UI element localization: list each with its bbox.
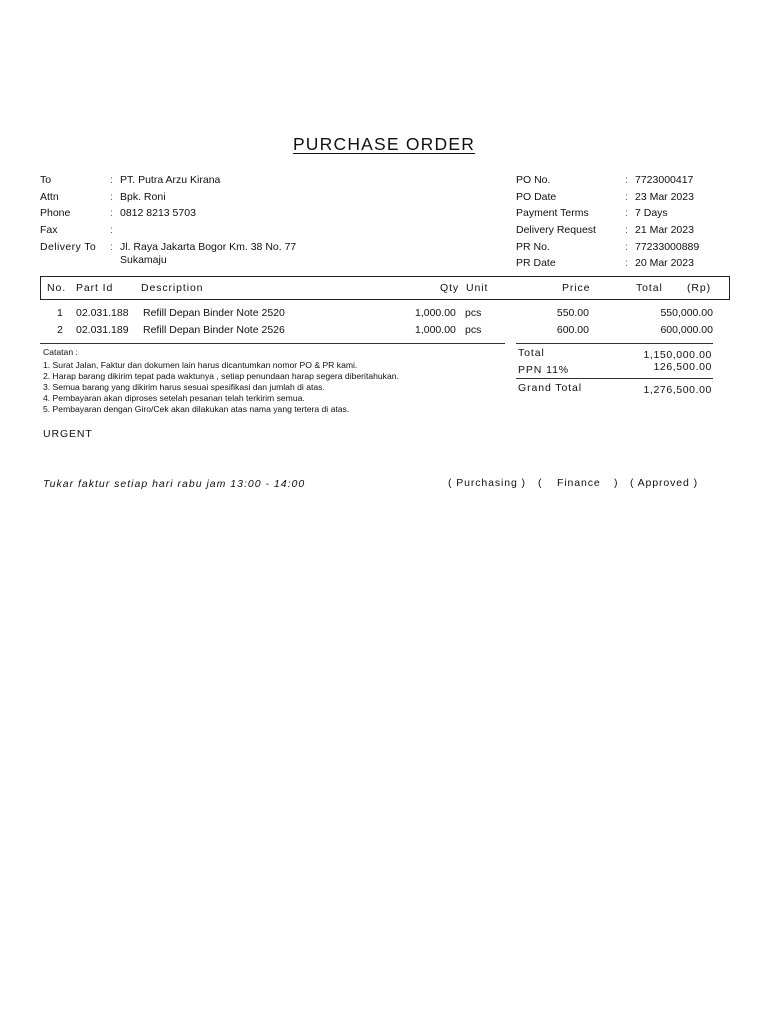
row-no: 1 bbox=[57, 307, 63, 319]
row-qty: 1,000.00 bbox=[415, 307, 456, 319]
row-description: Refill Depan Binder Note 2520 bbox=[143, 307, 285, 319]
total-value: 1,150,000.00 bbox=[643, 349, 712, 361]
payment-terms-label: Payment Terms bbox=[516, 207, 589, 219]
purchasing-signature: ( Purchasing ) bbox=[448, 477, 526, 489]
note-item: 2. Harap barang dikirim tepat pada waktunya , setiap penundaan harap segera diberitahukan. bbox=[43, 371, 399, 381]
grand-total-label: Grand Total bbox=[518, 382, 582, 394]
delivery-request-value: 21 Mar 2023 bbox=[635, 224, 694, 236]
to-value: PT. Putra Arzu Kirana bbox=[120, 174, 221, 186]
note-item: 5. Pembayaran dengan Giro/Cek akan dilakukan atas nama yang tertera di atas. bbox=[43, 404, 350, 414]
col-total-header: Total bbox=[636, 282, 663, 294]
row-qty: 1,000.00 bbox=[415, 324, 456, 336]
row-no: 2 bbox=[57, 324, 63, 336]
fax-colon: : bbox=[110, 224, 113, 236]
pr-date-label: PR Date bbox=[516, 257, 556, 269]
ppn-label: PPN 11% bbox=[518, 364, 570, 376]
pr-no-value: 77233000889 bbox=[635, 241, 700, 253]
col-description-header: Description bbox=[141, 282, 204, 294]
attn-value: Bpk. Roni bbox=[120, 191, 166, 203]
approved-signature: ( Approved ) bbox=[630, 477, 698, 489]
table-bottom-divider-right bbox=[516, 343, 713, 344]
col-currency-header: (Rp) bbox=[687, 282, 712, 294]
invoice-exchange-note: Tukar faktur setiap hari rabu jam 13:00 - 14:00 bbox=[43, 478, 306, 490]
phone-value: 0812 8213 5703 bbox=[120, 207, 196, 219]
note-item: 1. Surat Jalan, Faktur dan dokumen lain harus dicantumkan nomor PO & PR kami. bbox=[43, 360, 358, 370]
delivery-to-address-line2: Sukamaju bbox=[120, 254, 167, 266]
delivery-to-address: Jl. Raya Jakarta Bogor Km. 38 No. 77 bbox=[120, 241, 297, 253]
ppn-value: 126,500.00 bbox=[653, 361, 712, 373]
pr-no-label: PR No. bbox=[516, 241, 550, 253]
to-label: To bbox=[40, 174, 52, 186]
row-part-id: 02.031.189 bbox=[76, 324, 129, 336]
col-part-id-header: Part Id bbox=[76, 282, 114, 294]
row-unit: pcs bbox=[465, 307, 482, 319]
finance-open-paren: ( bbox=[538, 477, 542, 489]
attn-label: Attn bbox=[40, 191, 59, 203]
pr-date-value: 20 Mar 2023 bbox=[635, 257, 694, 269]
fax-label: Fax bbox=[40, 224, 58, 236]
phone-label: Phone bbox=[40, 207, 71, 219]
pr-date-colon: : bbox=[625, 257, 628, 269]
row-price: 550.00 bbox=[556, 307, 589, 319]
attn-colon: : bbox=[110, 191, 113, 203]
po-no-label: PO No. bbox=[516, 174, 551, 186]
grand-total-divider bbox=[516, 378, 713, 379]
col-qty-header: Qty bbox=[440, 282, 460, 294]
finance-signature: Finance bbox=[557, 477, 601, 489]
note-item: 3. Semua barang yang dikirim harus sesuai spesifikasi dan jumlah di atas. bbox=[43, 382, 325, 392]
delivery-to-colon: : bbox=[110, 241, 113, 253]
total-label: Total bbox=[518, 347, 545, 359]
col-price-header: Price bbox=[562, 282, 591, 294]
payment-terms-colon: : bbox=[625, 207, 628, 219]
finance-close-paren: ) bbox=[614, 477, 618, 489]
row-total: 550,000.00 bbox=[660, 307, 713, 319]
row-unit: pcs bbox=[465, 324, 482, 336]
phone-colon: : bbox=[110, 207, 113, 219]
po-no-colon: : bbox=[625, 174, 628, 186]
po-date-colon: : bbox=[625, 191, 628, 203]
notes-heading: Catatan : bbox=[43, 347, 78, 357]
row-part-id: 02.031.188 bbox=[76, 307, 129, 319]
row-description: Refill Depan Binder Note 2526 bbox=[143, 324, 285, 336]
to-colon: : bbox=[110, 174, 113, 186]
table-bottom-divider-left bbox=[40, 343, 505, 344]
delivery-request-colon: : bbox=[625, 224, 628, 236]
pr-no-colon: : bbox=[625, 241, 628, 253]
note-item: 4. Pembayaran akan diproses setelah pesanan telah terkirim semua. bbox=[43, 393, 305, 403]
payment-terms-value: 7 Days bbox=[635, 207, 668, 219]
grand-total-value: 1,276,500.00 bbox=[643, 384, 712, 396]
urgent-label: URGENT bbox=[43, 428, 93, 440]
page-title: PURCHASE ORDER bbox=[292, 134, 476, 154]
delivery-request-label: Delivery Request bbox=[516, 224, 596, 236]
po-no-value: 7723000417 bbox=[635, 174, 694, 186]
col-no-header: No. bbox=[47, 282, 67, 294]
po-date-value: 23 Mar 2023 bbox=[635, 191, 694, 203]
row-total: 600,000.00 bbox=[660, 324, 713, 336]
col-unit-header: Unit bbox=[466, 282, 489, 294]
row-price: 600.00 bbox=[556, 324, 589, 336]
delivery-to-label: Delivery To bbox=[40, 241, 97, 253]
po-date-label: PO Date bbox=[516, 191, 557, 203]
